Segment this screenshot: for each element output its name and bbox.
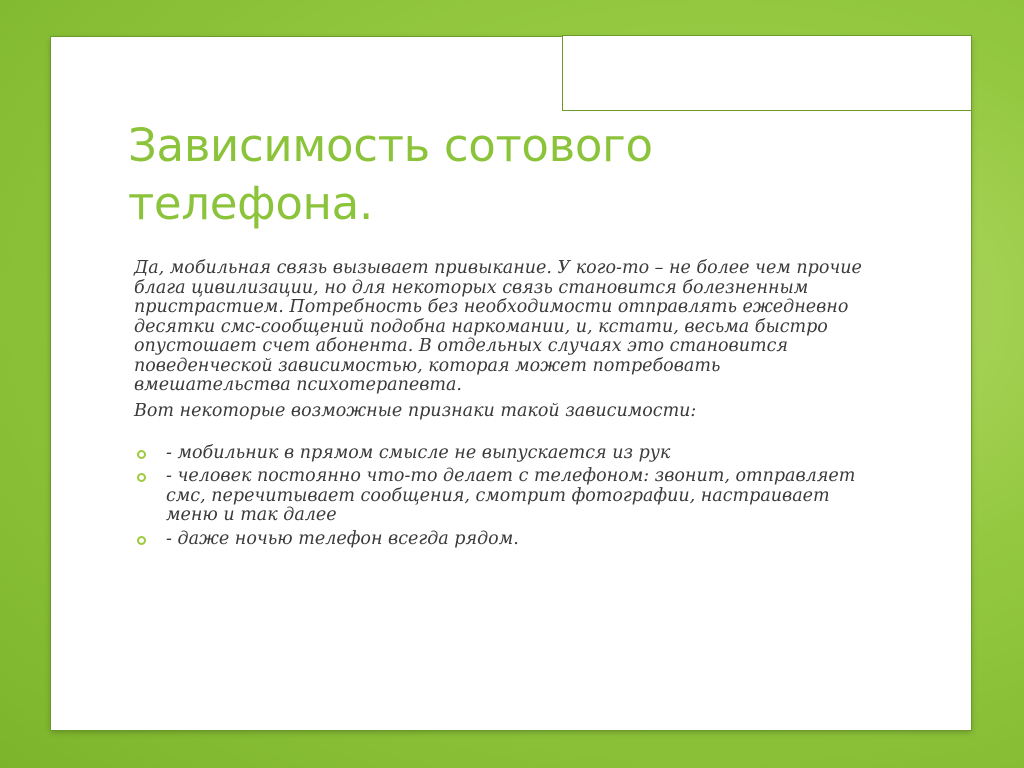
- bullet-list: [134, 444, 874, 550]
- slide-body: [134, 259, 874, 553]
- bullet-item: [134, 467, 874, 526]
- bullet-text: - даже ночью телефон всегда рядом.: [166, 528, 519, 549]
- bullet-item: [134, 444, 874, 464]
- slide-frame: [51, 37, 971, 730]
- body-paragraph-2: Вот некоторые возможные признаки такой зависимости:: [134, 400, 697, 421]
- bullet-circle-icon: [137, 473, 146, 482]
- bullet-text: - человек постоянно что-то делает с телефоном: звонит, отправляет смс, перечитывает сообщения, смотрит фотографии, настраивает меню и так далее: [166, 466, 856, 525]
- bullet-circle-icon: [137, 536, 146, 545]
- slide-corner-tab: [562, 35, 972, 111]
- bullet-circle-icon: [137, 450, 146, 459]
- slide-title: Зависимость сотового телефона.: [128, 119, 653, 230]
- bullet-item: [134, 530, 874, 550]
- body-paragraph-1: Да, мобильная связь вызывает привыкание. У кого-то – не более чем прочие блага цивилизации, но для некоторых связь становится болезненным пристрастием. Потребность без необходимости отправлять ежедневно десятки смс-сообщений подобна наркомании, и, кстати, весьма быстро опустошает счет абонента. В отдельных случаях это становится поведенческой зависимостью, которая может потребовать вмешательства психотерапевта.: [134, 258, 862, 395]
- bullet-text: - мобильник в прямом смысле не выпускается из рук: [166, 442, 671, 463]
